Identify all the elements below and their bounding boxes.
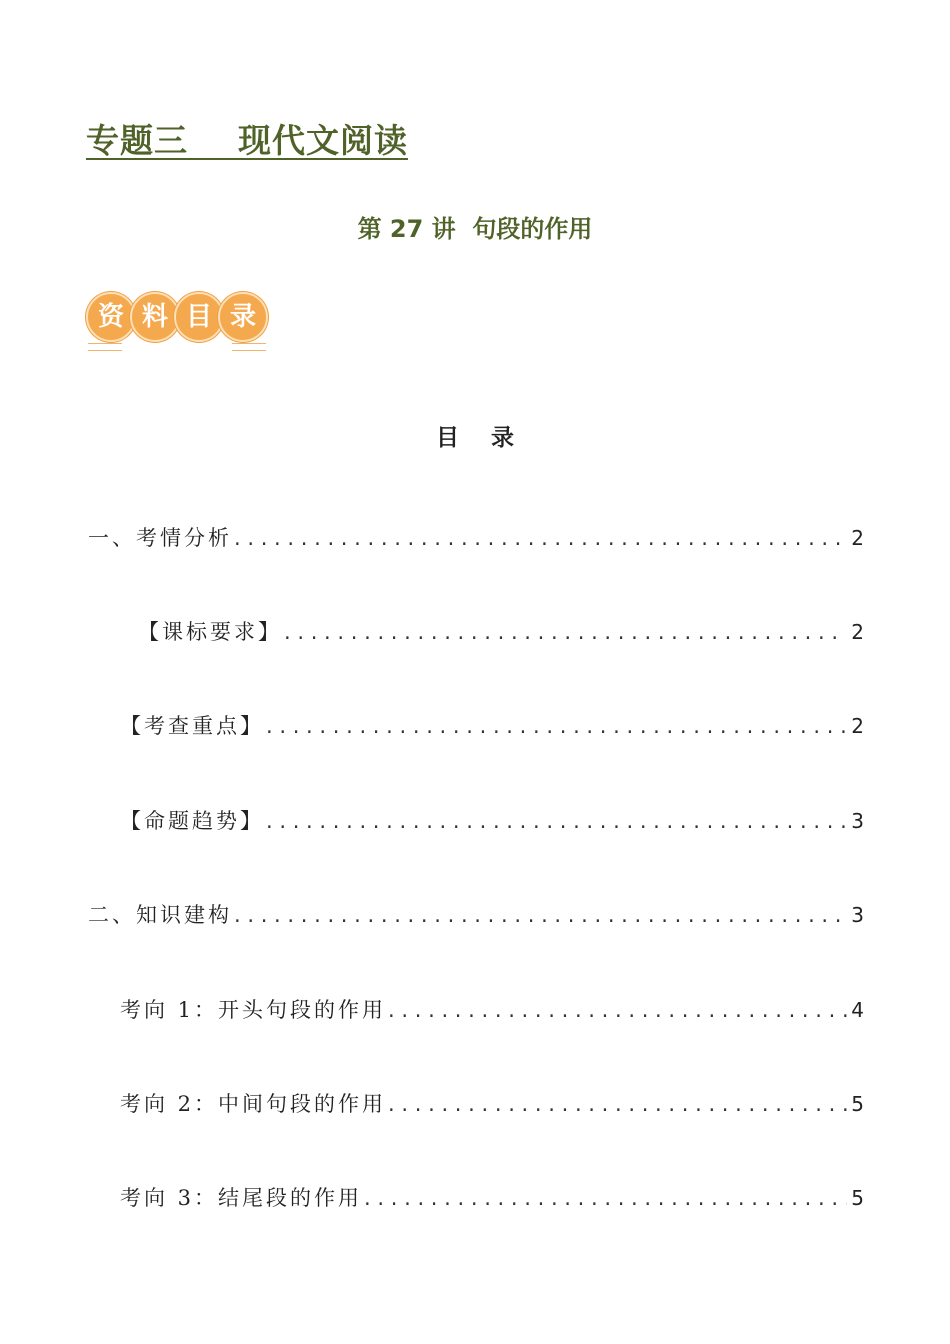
toc-entry[interactable]	[88, 899, 864, 931]
topic-title: 专题三 现代文阅读	[86, 121, 408, 160]
badge-char-4: 录	[218, 292, 268, 342]
badge-decoration-left	[88, 343, 122, 351]
toc-page-number: 3	[851, 903, 864, 927]
badge-char-3: 目	[174, 292, 224, 342]
toc-entry-label: 一、考情分析	[88, 526, 232, 550]
toc-page-number: 4	[851, 998, 864, 1022]
toc-entry-label: 考向 3：结尾段的作用	[120, 1186, 363, 1210]
toc-dot-leader	[388, 994, 847, 1026]
toc-page-number: 2	[851, 526, 864, 550]
toc-page-number: 3	[851, 809, 864, 833]
lecture-title: 第 27 讲 句段的作用	[357, 215, 593, 243]
toc-entry-label: 二、知识建构	[88, 903, 232, 927]
toc-page-number: 5	[851, 1186, 864, 1210]
toc-entry-label: 【考查重点】	[120, 714, 264, 738]
toc-entry-label: 考向 2：中间句段的作用	[120, 1092, 387, 1116]
badge-char-2: 料	[130, 292, 180, 342]
toc-entry-label: 【课标要求】	[138, 620, 282, 644]
toc-page-number: 2	[851, 714, 864, 738]
toc-entry-label: 考向 1：开头句段的作用	[120, 998, 387, 1022]
badge-char-1: 资	[86, 292, 136, 342]
toc-entry[interactable]	[120, 994, 864, 1026]
toc-page-number: 5	[851, 1092, 864, 1116]
toc-entry[interactable]	[138, 616, 864, 648]
toc-page-number: 2	[851, 620, 864, 644]
toc-dot-leader	[234, 899, 847, 931]
toc-dot-leader	[388, 1088, 847, 1120]
toc-dot-leader	[266, 805, 847, 837]
toc-heading: 目 录	[435, 424, 515, 451]
toc-dot-leader	[364, 1182, 847, 1214]
toc-entry[interactable]	[120, 1088, 864, 1120]
toc-entry[interactable]	[120, 805, 864, 837]
toc-dot-leader	[284, 616, 847, 648]
toc-dot-leader	[266, 710, 847, 742]
toc-entry-label: 【命题趋势】	[120, 809, 264, 833]
toc-entry[interactable]	[88, 522, 864, 554]
badge-decoration-right	[232, 343, 266, 351]
toc-dot-leader	[234, 522, 847, 554]
toc-entry[interactable]	[120, 1182, 864, 1214]
toc-entry[interactable]	[120, 710, 864, 742]
